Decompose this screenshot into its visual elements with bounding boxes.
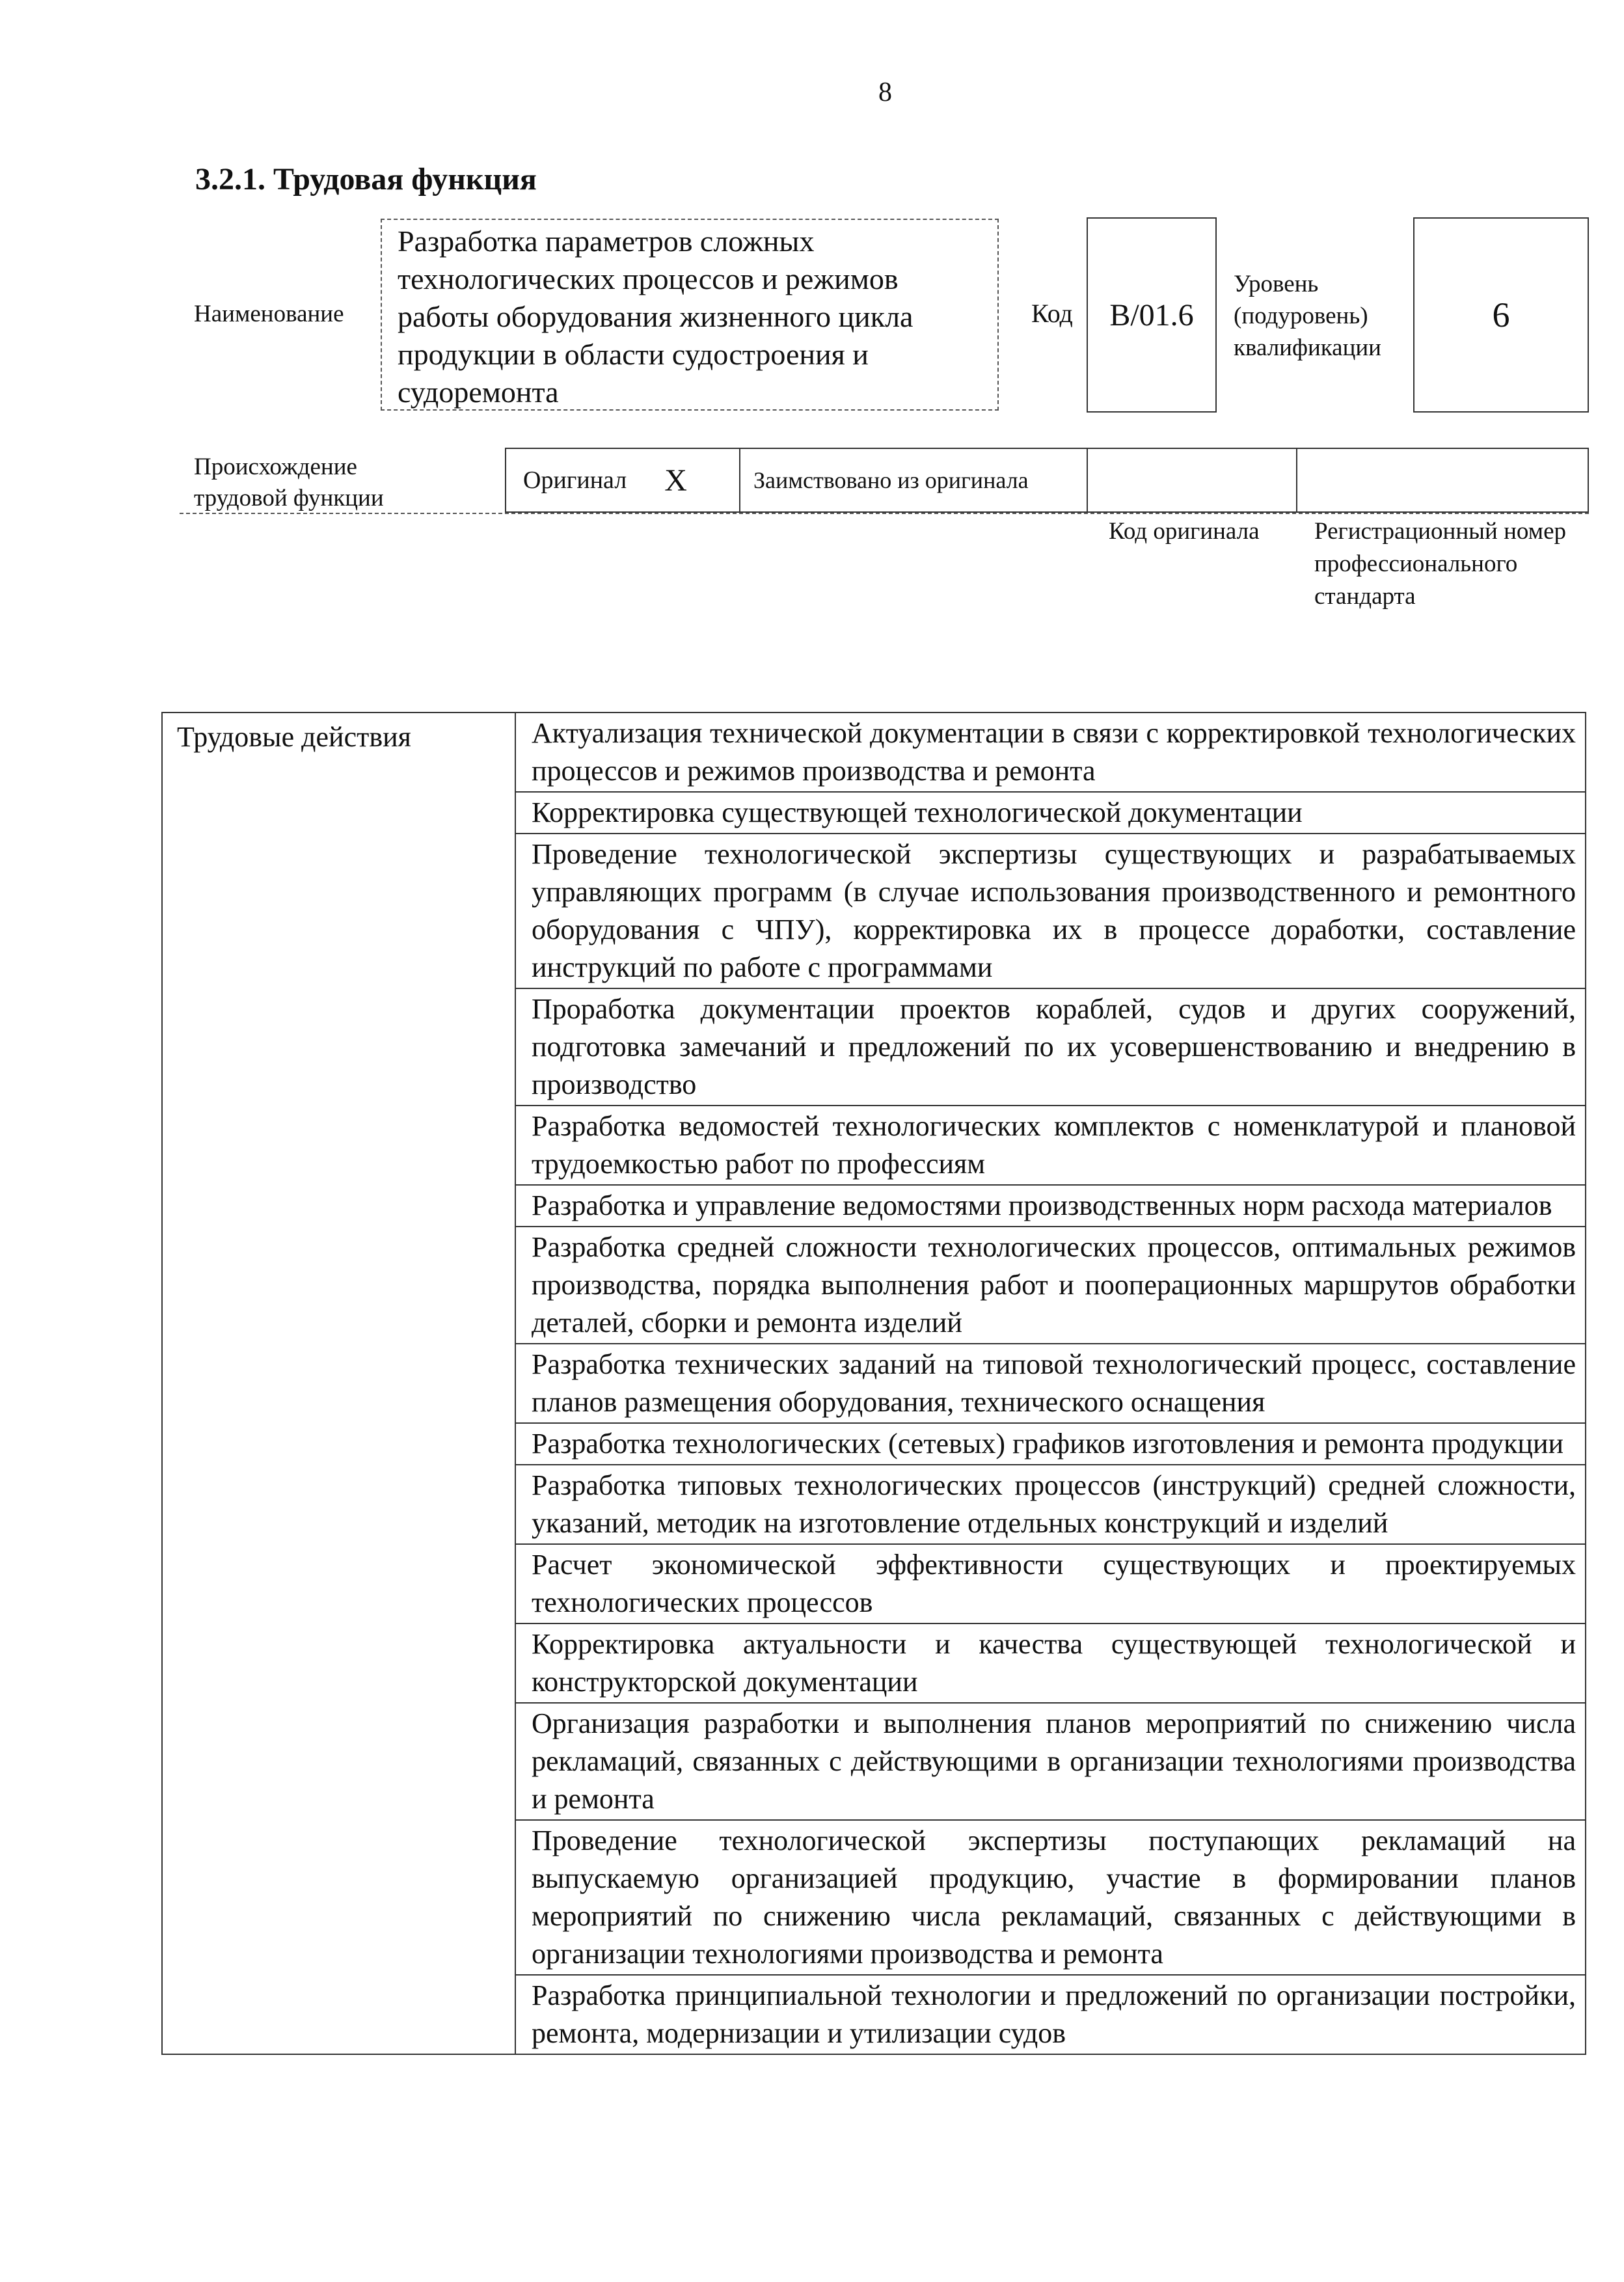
name-label: Наименование [194, 301, 344, 327]
section-title: 3.2.1. Трудовая функция [195, 162, 537, 197]
action-item: Разработка и управление ведомостями производственных норм расхода материалов [515, 1185, 1586, 1227]
action-item: Проработка документации проектов кораблей, судов и других сооружений, подготовка замечаний и предложений по их усовершенствованию и внедрению в производство [515, 988, 1586, 1106]
action-item: Разработка типовых технологических процессов (инструкций) средней сложности, указаний, методик на изготовление отдельных конструкций и изделий [515, 1465, 1586, 1544]
origin-reg-caption: Регистрационный номер профессионального стандарта [1314, 518, 1567, 610]
action-item: Разработка принципиальной технологии и предложений по организации постройки, ремонта, модернизации и утилизации судов [515, 1975, 1586, 2054]
labour-actions-table [161, 712, 1586, 2055]
origin-borrowed-label: Заимствовано из оригинала [739, 448, 1087, 513]
action-item: Расчет экономической эффективности существующих и проектируемых технологических процессов [515, 1544, 1586, 1623]
actions-row-label: Трудовые действия [162, 713, 515, 2054]
code-label: Код [1031, 299, 1073, 328]
origin-original-label: Оригинал [523, 467, 627, 494]
page-number: 8 [878, 77, 892, 107]
action-item: Актуализация технической документации в связи с корректировкой технологических процессов и режимов производства и ремонта [515, 713, 1586, 792]
action-item: Разработка средней сложности технологических процессов, оптимальных режимов производства, порядка выполнения работ и пооперационных маршрутов обработки деталей, сборки и ремонта изделий [515, 1227, 1586, 1344]
table-row [162, 713, 1586, 792]
level-label: Уровень (подуровень) квалификации [1234, 271, 1381, 361]
action-item: Корректировка существующей технологической документации [515, 792, 1586, 834]
origin-divider [180, 513, 1589, 514]
name-value: Разработка параметров сложных технологических процессов и режимов работы оборудования жизненного цикла продукции в области судостроения и судоремонта [381, 219, 999, 411]
action-item: Проведение технологической экспертизы поступающих рекламаций на выпускаемую организацией продукцию, участие в формировании планов мероприятий по снижению числа рекламаций, связанных с действующими в организации технологиями производства и ремонта [515, 1820, 1586, 1975]
action-item: Разработка технологических (сетевых) графиков изготовления и ремонта продукции [515, 1423, 1586, 1465]
origin-reg-cell [1296, 448, 1589, 513]
origin-label: Происхождение трудовой функции [194, 454, 384, 511]
origin-original-mark: X [664, 463, 687, 498]
action-item: Разработка ведомостей технологических комплектов с номенклатурой и плановой трудоемкостью работ по профессиям [515, 1106, 1586, 1185]
action-item: Проведение технологической экспертизы существующих и разрабатываемых управляющих программ (в случае использования производственного и ремонтного оборудования с ЧПУ), корректировка их в процессе доработки, составление инструкций по работе с программами [515, 834, 1586, 988]
action-item: Корректировка актуальности и качества существующей технологической и конструкторской документации [515, 1623, 1586, 1703]
origin-code-cell [1087, 448, 1296, 513]
action-item: Разработка технических заданий на типовой технологический процесс, составление планов размещения оборудования, технического оснащения [515, 1344, 1586, 1423]
origin-code-caption: Код оригинала [1109, 518, 1260, 545]
code-value: B/01.6 [1087, 217, 1217, 413]
action-item: Организация разработки и выполнения планов мероприятий по снижению числа рекламаций, связанных с действующими в организации технологиями производства и ремонта [515, 1703, 1586, 1820]
origin-original-cell [505, 448, 739, 513]
level-value: 6 [1413, 217, 1589, 413]
